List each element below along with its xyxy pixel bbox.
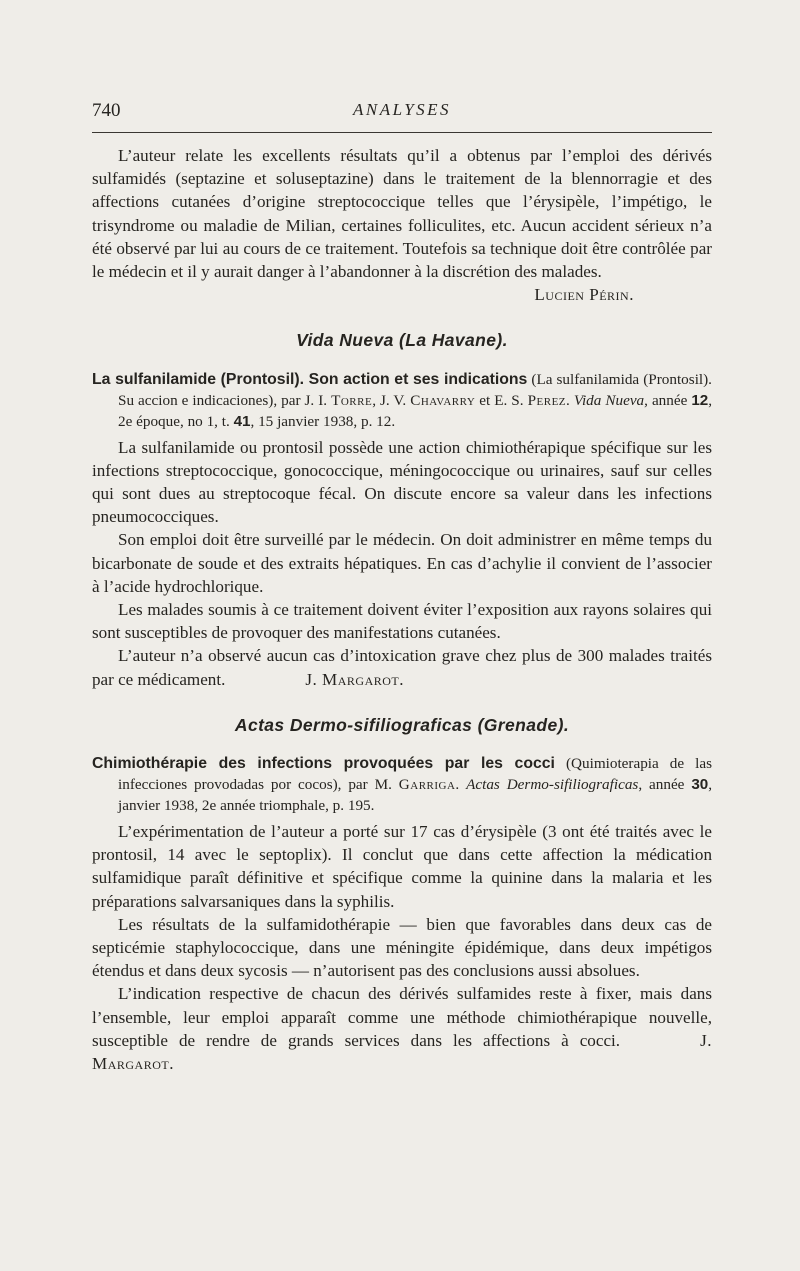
body-paragraph: L’expérimentation de l’auteur a porté sur 17 cas d’érysipèle (3 ont été traités avec le prontosil, 14 avec le septoplix). Il conclut que dans cette affection la médication sulfamidique paraît définitive et spécifique comme la quinine dans la malaria et les préparations salvarsaniques dans la syphilis. <box>92 822 712 911</box>
page-number: 740 <box>92 100 121 121</box>
ref-text: , année <box>638 776 685 794</box>
ref-text: (La sulfanilamida (Prontosil). Su accion e indicaciones), par J. I. <box>118 370 712 409</box>
ref-text: . <box>566 391 570 409</box>
ref-volume: 12 <box>691 391 709 409</box>
ref-text: , 2e époque, no 1, t. <box>118 391 713 430</box>
ref-text: et E. S. <box>479 391 524 409</box>
body-paragraph: Les résultats de la sulfamidothérapie — bien que favorables dans deux cas de septicémie staphylococcique, dans une méningite épidémique, dans deux impétigos étendus et dans deux sycosis — n’autorisent pas des conclusions aussi absolues. <box>92 914 712 981</box>
intro-signature-line <box>92 283 712 306</box>
article-reference-sulfanilamide <box>92 369 712 432</box>
ref-tome: 41 <box>233 412 251 430</box>
body-paragraph: La sulfanilamide ou prontosil possède une action chimiothérapique spécifique sur les infections streptococcique, gonococcique, méningococcique ou urinaires, sauf sur celles qui sont dues au streptocoque fécal. On discute encore sa valeur dans les infections pneumococciques. <box>92 437 712 527</box>
journal-heading-actas: Actas Dermo-sifiliograficas (Grenade). <box>234 714 570 735</box>
ref-text: , J. V. <box>372 391 407 409</box>
page-body <box>92 144 712 1075</box>
article-title: Chimiothérapie des infections provoquées par les cocci <box>92 755 555 773</box>
body-paragraph: Son emploi doit être surveillé par le médecin. On doit administrer en même temps du bicarbonate de soude et des extraits hépatiques. En cas d’achylie il convient de l’associer à l’acide hydrochlorique. <box>92 530 712 596</box>
author-name: Torre <box>331 391 373 409</box>
ref-text: , année <box>644 391 688 409</box>
body-paragraph <box>92 982 712 1075</box>
body-paragraph <box>92 644 712 690</box>
ref-text: , janvier 1938, 2e année triomphale, p. 195. <box>118 776 713 815</box>
article-reference-chimiotherapie <box>92 753 712 816</box>
running-title: ANALYSES <box>352 100 452 119</box>
author-name: Chavarry <box>410 391 476 409</box>
author-name: Garriga <box>398 776 456 794</box>
article-title: La sulfanilamide (Prontosil). Son action et ses indications <box>92 370 528 388</box>
paragraph-text: L’indication respective de chacun des dérivés sulfamides reste à fixer, mais dans l’ensemble, leur emploi apparaît comme une méthode chimiothérapique nouvelle, susceptible de rendre de grands services dans les affections à cocci. <box>92 984 712 1050</box>
ref-journal-name: Actas Dermo-sifiliograficas <box>466 776 639 794</box>
paragraph-text: L’auteur n’a observé aucun cas d’intoxication grave chez plus de 300 malades traités par ce médicament. <box>92 646 712 689</box>
ref-journal-name: Vida Nueva <box>573 391 645 409</box>
intro-paragraph: L’auteur relate les excellents résultats qu’il a obtenus par l’emploi des dérivés sulfamidés (septazine et soluseptazine) dans le traitement de la blennorragie et des affections cutanées d’origine streptococcique telles que l’érysipèle, l’impétigo, le trisyndrome ou maladie de Milian, certaines folliculites, etc. Aucun accident sérieux n’a été observé par lui au cours de ce traitement. Toutefois sa technique doit être contrôlée par le médecin et il y aurait danger à l’abandonner à la discrétion des malades. <box>92 146 712 282</box>
ref-text: , 15 janvier 1938, p. 12. <box>250 412 396 430</box>
ref-volume: 30 <box>691 776 709 794</box>
page-header <box>92 98 712 133</box>
section2-signature: J. Margarot. <box>92 1030 712 1074</box>
body-paragraph: Les malades soumis à ce traitement doivent éviter l’exposition aux rayons solaires qui sont susceptibles de provoquer des manifestations cutanées. <box>92 600 712 643</box>
ref-text: (Quimioterapia de las infecciones provodadas por cocos), par M. <box>118 755 713 794</box>
ref-text: . <box>455 776 460 794</box>
section1-signature: J. Margarot. <box>305 669 405 689</box>
author-name: Perez <box>527 391 567 409</box>
journal-heading-vida-nueva: Vida Nueva (La Havane). <box>296 330 508 351</box>
intro-signature: Lucien Périn. <box>534 285 634 305</box>
